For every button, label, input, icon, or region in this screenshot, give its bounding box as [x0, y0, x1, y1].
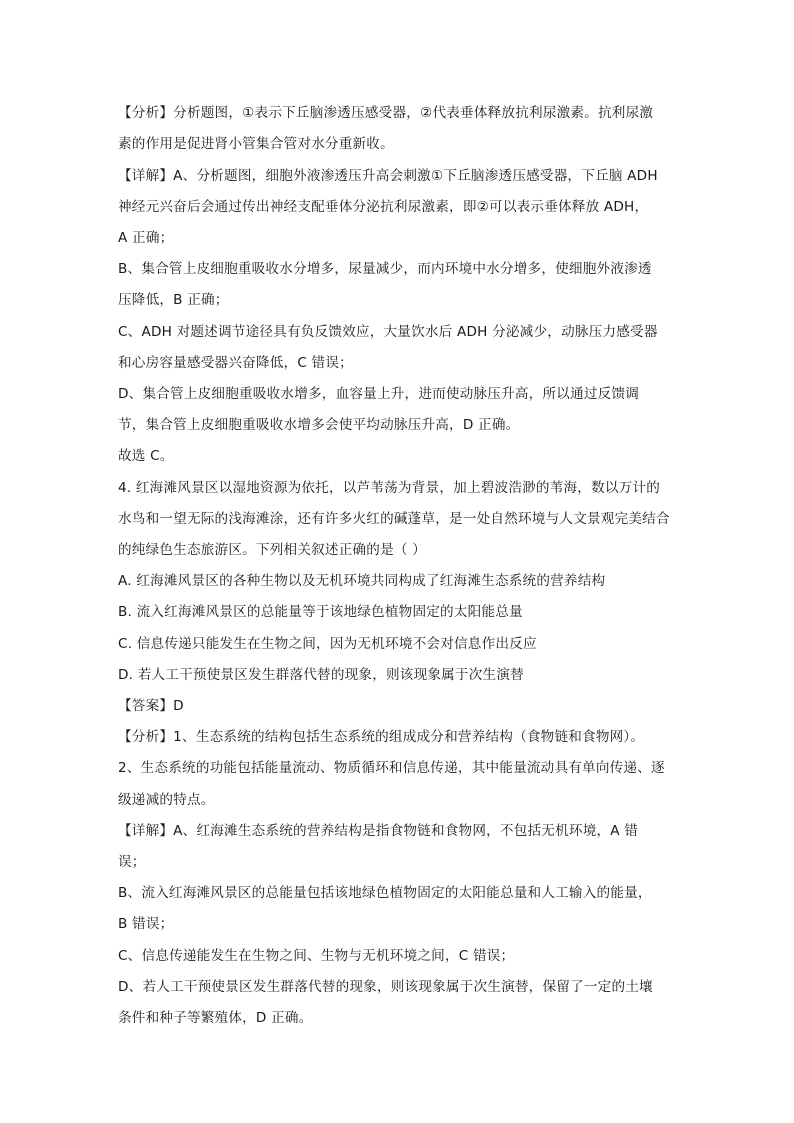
text-line: B、集合管上皮细胞重吸收水分增多，尿量减少，而内环境中水分增多，使细胞外液渗透	[118, 261, 652, 277]
text-line: B、流入红海滩风景区的总能量包括该地绿色植物固定的太阳能总量和人工输入的能量，	[118, 885, 652, 901]
question-line: 的纯绿色生态旅游区。下列相关叙述正确的是（ ）	[118, 542, 426, 558]
text-line: C、ADH 对题述调节途径具有负反馈效应，大量饮水后 ADH 分泌减少，动脉压力感受器	[118, 324, 658, 340]
question-line: 水鸟和一望无际的浅海滩涂，还有许多火红的碱蓬草，是一处自然环境与人文景观完美结合	[118, 511, 670, 527]
text-line: 故选 C。	[118, 448, 174, 464]
text-line: 节，集合管上皮细胞重吸收水增多会使平均动脉压升高，D 正确。	[118, 417, 520, 433]
option-c: C. 信息传递只能发生在生物之间，因为无机环境不会对信息作出反应	[118, 636, 537, 652]
text-line: 压降低，B 正确；	[118, 292, 229, 308]
text-line: 【详解】A、红海滩生态系统的营养结构是指食物链和食物网，不包括无机环境，A 错	[118, 823, 639, 839]
text-line: C、信息传递能发生在生物之间、生物与无机环境之间，C 错误；	[118, 948, 515, 964]
option-a: A. 红海滩风景区的各种生物以及无机环境共同构成了红海滩生态系统的营养结构	[118, 573, 606, 589]
text-line: 条件和种子等繁殖体，D 正确。	[118, 1010, 313, 1026]
text-line: A 正确；	[118, 230, 174, 246]
text-line: 素的作用是促进肾小管集合管对水分重新收。	[118, 136, 394, 152]
text-line: D、集合管上皮细胞重吸收水增多，血容量上升，进而使动脉压升高，所以通过反馈调	[118, 386, 640, 402]
answer-line: 【答案】D	[118, 698, 184, 714]
text-line: 神经元兴奋后会通过传出神经支配垂体分泌抗利尿激素，即②可以表示垂体释放 ADH，	[118, 199, 649, 215]
option-b: B. 流入红海滩风景区的总能量等于该地绿色植物固定的太阳能总量	[118, 604, 523, 620]
text-line: 级递减的特点。	[118, 792, 215, 808]
text-line: 【分析】1、生态系统的结构包括生态系统的组成成分和营养结构（食物链和食物网）。	[118, 729, 645, 745]
text-line: B 错误；	[118, 916, 174, 932]
text-line: 【分析】分析题图，①表示下丘脑渗透压感受器，②代表垂体释放抗利尿激素。抗利尿激	[118, 105, 654, 121]
text-line: 误；	[118, 854, 146, 870]
text-line: D、若人工干预使景区发生群落代替的现象，则该现象属于次生演替，保留了一定的土壤	[118, 979, 653, 995]
text-line: 2、生态系统的功能包括能量流动、物质循环和信息传递，其中能量流动具有单向传递、逐	[118, 760, 665, 776]
text-line: 和心房容量感受器兴奋降低，C 错误；	[118, 355, 353, 371]
text-line: 【详解】A、分析题图，细胞外液渗透压升高会刺激①下丘脑渗透压感受器，下丘脑 ADH	[118, 168, 658, 184]
option-d: D. 若人工干预使景区发生群落代替的现象，则该现象属于次生演替	[118, 667, 524, 683]
question-line: 4. 红海滩风景区以湿地资源为依托，以芦苇荡为背景，加上碧波浩渺的苇海，数以万计的	[118, 480, 661, 496]
